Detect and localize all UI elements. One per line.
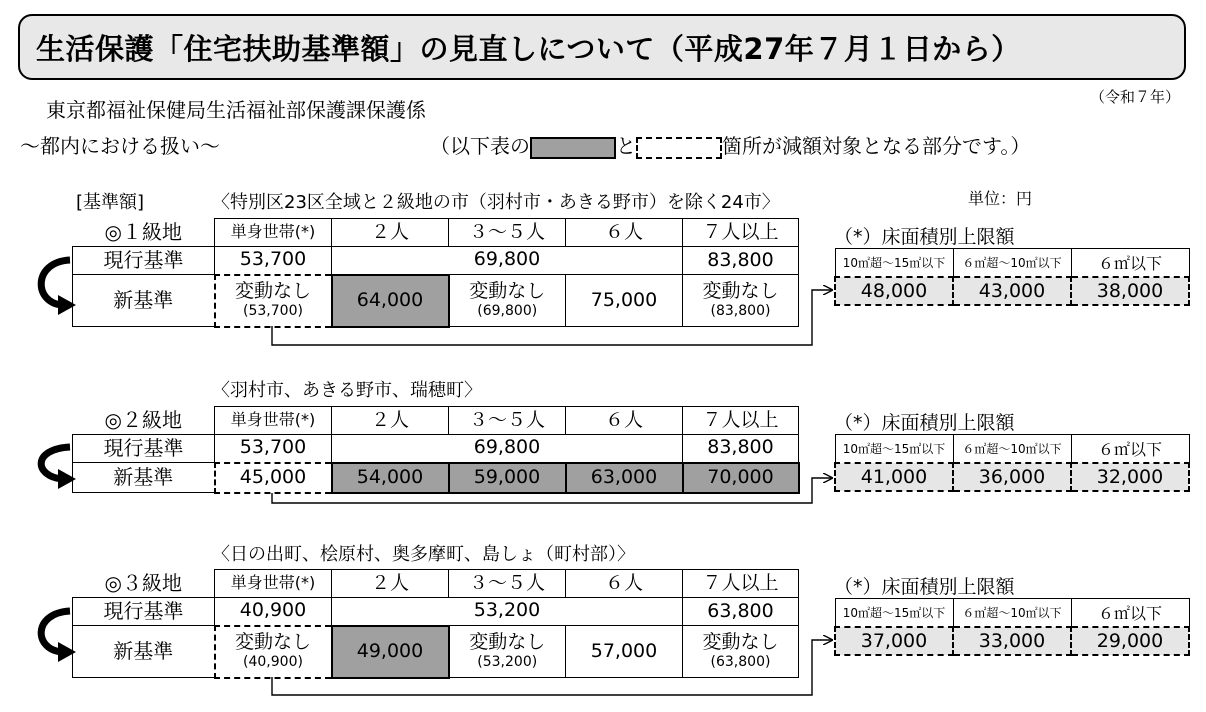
subtitle: ～都内における扱い～ (20, 134, 220, 158)
area-column-header: ６㎡超～10㎡以下 (953, 249, 1071, 277)
area-column-header: ６㎡以下 (1071, 249, 1189, 277)
current-value: 53,700 (215, 247, 332, 275)
new-value-sub: (69,800) (477, 303, 538, 320)
row-label-current: 現行基準 (73, 598, 215, 626)
area-column-header: ６㎡超～10㎡以下 (953, 435, 1071, 463)
current-value: 83,800 (683, 247, 799, 275)
column-header: ６人 (566, 407, 683, 435)
area-limit-value: 32,000 (1071, 463, 1189, 491)
grade-label: ◎２級地 (73, 407, 215, 435)
column-header: ３～５人 (449, 570, 566, 598)
grade-label: ◎３級地 (73, 570, 215, 598)
region-label-2: 〈羽村市、あきる野市、瑞穂町〉 (212, 380, 482, 401)
row-label-new: 新基準 (73, 463, 215, 493)
area-limit-value: 48,000 (835, 277, 953, 305)
area-column-header: 10㎡超～15㎡以下 (835, 249, 953, 277)
department-name: 東京都福祉保健局生活福祉部保護課保護係 (46, 98, 426, 122)
column-header: 単身世帯(*) (215, 570, 332, 598)
new-value: 変動なし (702, 631, 779, 654)
row-label-current: 現行基準 (73, 247, 215, 275)
new-value: 変動なし (234, 631, 311, 654)
new-value: 70,000 (707, 465, 774, 488)
row-label-new: 新基準 (73, 626, 215, 678)
area-column-header: ６㎡以下 (1071, 435, 1189, 463)
column-header: ２人 (332, 219, 449, 247)
area-limit-value: 41,000 (835, 463, 953, 491)
curved-arrow-icon (41, 260, 76, 315)
new-value-sub: (53,700) (243, 303, 303, 320)
side-title-2: （*）床面積別上限額 (834, 412, 1015, 434)
current-value: 69,800 (332, 435, 683, 463)
new-value: 49,000 (356, 639, 424, 662)
current-value: 83,800 (683, 435, 799, 463)
area-limit-value: 33,000 (953, 627, 1071, 655)
new-value-sub: (63,800) (710, 654, 771, 671)
current-value: 53,700 (215, 435, 332, 463)
new-value: 変動なし (234, 280, 311, 303)
legend-mid: と (616, 134, 636, 158)
area-limit-value: 37,000 (835, 627, 953, 655)
column-header: ７人以上 (683, 570, 799, 598)
grade-label: ◎１級地 (73, 219, 215, 247)
page-title-text: 生活保護「住宅扶助基準額」の見直しについて（平成27年７月１日から） (36, 31, 1021, 66)
new-value: 64,000 (356, 288, 424, 311)
column-header: ３～５人 (449, 407, 566, 435)
new-value: 変動なし (702, 280, 779, 303)
era-note: （令和７年） (1090, 88, 1181, 106)
area-column-header: 10㎡超～15㎡以下 (835, 599, 953, 627)
area-limit-value: 36,000 (953, 463, 1071, 491)
new-value-sub: (40,900) (243, 654, 303, 671)
row-label-new: 新基準 (73, 275, 215, 327)
region-label-3: 〈日の出町、桧原村、奥多摩町、島しょ（町村部）〉 (212, 544, 635, 565)
legend-suffix: 箇所が減額対象となる部分です。） (722, 134, 1031, 158)
row-label-current: 現行基準 (73, 435, 215, 463)
column-header: ２人 (332, 570, 449, 598)
column-header: ２人 (332, 407, 449, 435)
new-value-sub: (53,200) (477, 654, 538, 671)
unit-label: 単位：円 (968, 189, 1033, 208)
column-header: ６人 (566, 219, 683, 247)
area-column-header: ６㎡以下 (1071, 599, 1189, 627)
curved-arrow-icon (41, 447, 76, 489)
connector-arrow-icon (272, 640, 832, 695)
region-label-1: 〈特別区23区全域と２級地の市（羽村市・あきる野市）を除く24市〉 (212, 192, 780, 213)
new-value: 59,000 (473, 465, 541, 488)
area-column-header: 10㎡超～15㎡以下 (835, 435, 953, 463)
new-value: 変動なし (469, 280, 546, 303)
current-value: 53,200 (332, 598, 683, 626)
new-value: 63,000 (590, 465, 658, 488)
area-limit-value: 29,000 (1071, 627, 1189, 655)
column-header: ６人 (566, 570, 683, 598)
connector-arrow-icon (272, 478, 832, 503)
new-value: 54,000 (356, 465, 424, 488)
legend-prefix: （以下表の (430, 134, 530, 158)
area-limit-value: 43,000 (953, 277, 1071, 305)
area-limit-value: 38,000 (1071, 277, 1189, 305)
column-header: 単身世帯(*) (215, 407, 332, 435)
side-title-1: （*）床面積別上限額 (834, 226, 1015, 248)
current-value: 69,800 (332, 247, 683, 275)
new-value: 57,000 (590, 639, 658, 662)
current-value: 40,900 (215, 598, 332, 626)
column-header: 単身世帯(*) (215, 219, 332, 247)
curved-arrow-icon (41, 611, 76, 662)
base-label: [基準額] (76, 192, 145, 213)
side-title-3: （*）床面積別上限額 (834, 576, 1015, 598)
column-header: ３～５人 (449, 219, 566, 247)
current-value: 63,800 (683, 598, 799, 626)
connector-arrow-icon (272, 290, 832, 345)
new-value-sub: (83,800) (710, 303, 771, 320)
new-value: 45,000 (239, 465, 307, 488)
column-header: ７人以上 (683, 407, 799, 435)
new-value: 75,000 (590, 288, 658, 311)
column-header: ７人以上 (683, 219, 799, 247)
new-value: 変動なし (469, 631, 546, 654)
area-column-header: ６㎡超～10㎡以下 (953, 599, 1071, 627)
